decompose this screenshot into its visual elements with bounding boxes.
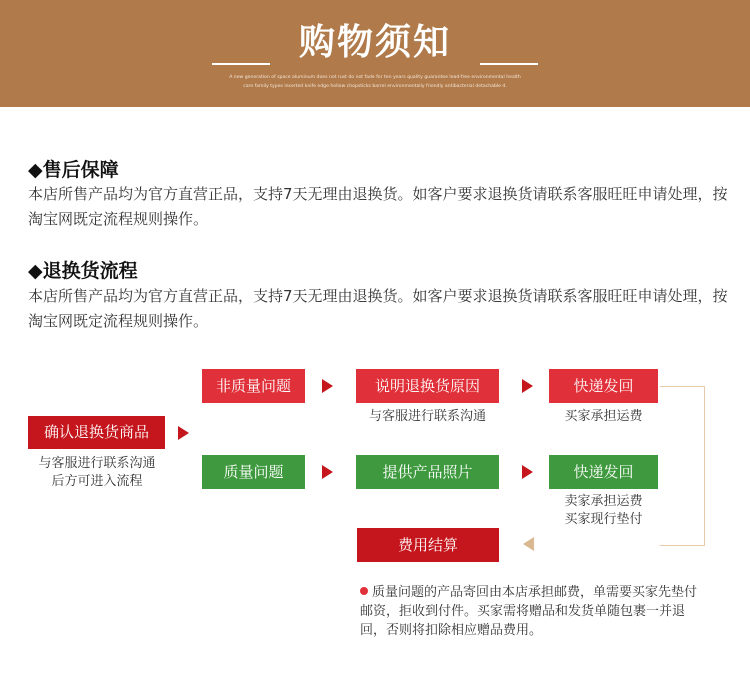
arrow-right-icon: [322, 465, 333, 479]
return-process-text: 本店所售产品均为官方直营正品，支持7天无理由退换货。如客户要求退换货请联系客服旺旺申请处理，按淘宝网既定流程规则操作。: [28, 287, 728, 330]
arrow-right-icon: [522, 379, 533, 393]
arrow-right-icon: [522, 465, 533, 479]
ship-back-box-2: 快递发回: [549, 455, 658, 489]
after-sales-heading: ◆售后保障: [28, 159, 119, 181]
arrow-right-icon: [178, 426, 189, 440]
provide-photos-box: 提供产品照片: [356, 455, 499, 489]
start-note-line2: 后方可进入流程: [51, 474, 143, 489]
start-note: [26, 455, 168, 491]
banner-subtitle: [175, 73, 575, 91]
ship-note-2-line1: 卖家承担运费: [564, 494, 643, 509]
bottom-note-text: 质量问题的产品寄回由本店承担邮费，单需要买家先垫付邮资，拒收到付件。买家需将赠品和发货单随包裹一并退回，否则将扣除相应赠品费用。: [360, 585, 698, 638]
return-process-heading: ◆退换货流程: [28, 260, 138, 282]
ship-back-box-1: 快递发回: [549, 369, 658, 403]
quality-box: 质量问题: [202, 455, 305, 489]
banner-subtitle-line1: A new generation of space aluminum does not rust do not fade for ten years quality guarantee lead-free environmental health: [229, 75, 521, 80]
explain-note: 与客服进行联系沟通: [368, 409, 486, 424]
banner-divider-right: [480, 63, 538, 65]
ship-note-2: [549, 493, 658, 529]
bottom-note: [360, 583, 705, 640]
explain-reason-box: 说明退换货原因: [356, 369, 499, 403]
flow-connector: [660, 386, 705, 546]
after-sales-text: 本店所售产品均为官方直营正品，支持7天无理由退换货。如客户要求退换货请联系客服旺旺申请处理，按淘宝网既定流程规则操作。: [28, 185, 728, 228]
banner-title: 购物须知: [298, 22, 451, 63]
start-note-line1: 与客服进行联系沟通: [38, 456, 156, 471]
header-banner: [0, 0, 750, 107]
settlement-box: 费用结算: [357, 528, 499, 562]
ship-note-2-line2: 买家现行垫付: [564, 512, 643, 527]
ship-note-1: 买家承担运费: [564, 409, 643, 424]
start-box: 确认退换货商品: [28, 416, 165, 449]
banner-subtitle-line2: care family types inserted knife edge hollow chopsticks barrel environmentally friendly antibacterial detachable d.: [243, 84, 507, 89]
bullet-dot-icon: [360, 587, 368, 595]
banner-divider-left: [212, 63, 270, 65]
non-quality-box: 非质量问题: [202, 369, 305, 403]
arrow-right-icon: [322, 379, 333, 393]
arrow-left-icon: [523, 537, 534, 551]
